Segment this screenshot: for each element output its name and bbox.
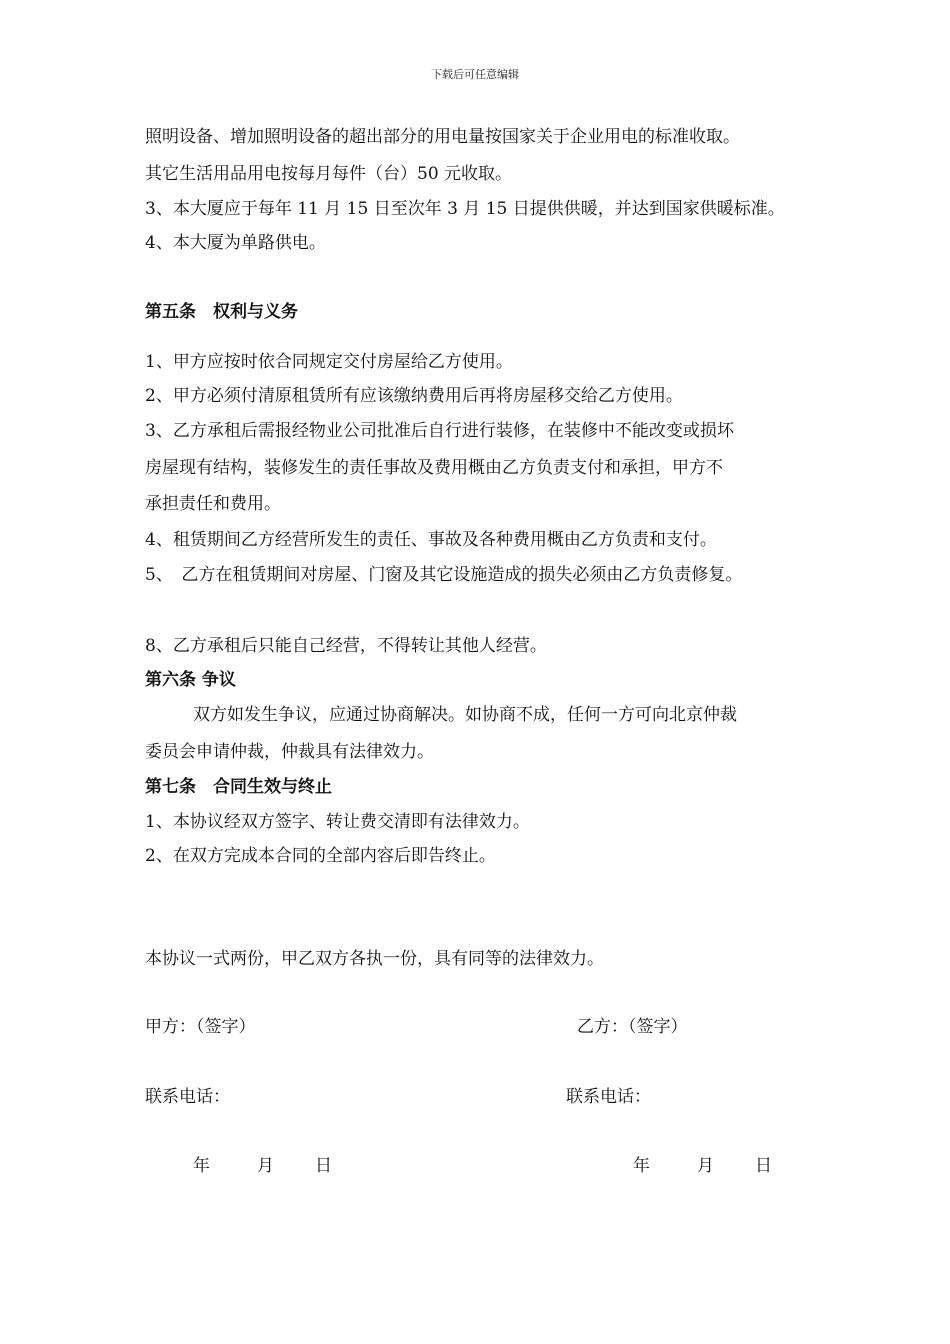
party-a-signature: 甲方：（签字）: [145, 1017, 256, 1037]
closing-statement: 本协议一式两份，甲乙双方各执一份，具有同等的法律效力。: [145, 949, 604, 969]
date-day: 日: [755, 1156, 772, 1176]
party-b-date: [633, 1156, 772, 1176]
section6-line-1: 双方如发生争议，应通过协商解决。如协商不成，任何一方可向北京仲裁: [193, 705, 737, 725]
section4-line-1: 照明设备、增加照明设备的超出部分的用电量按国家关于企业用电的标准收取。: [145, 127, 740, 147]
section5-line-8: 8、乙方承租后只能自己经营，不得转让其他人经营。: [145, 636, 547, 656]
section5-line-6: 4、租赁期间乙方经营所发生的责任、事故及各种费用概由乙方负责和支付。: [145, 530, 717, 550]
party-a-phone: 联系电话：: [145, 1087, 230, 1107]
section6-title: 第六条 争议: [145, 670, 236, 690]
date-year: 年: [193, 1156, 210, 1176]
party-b-phone: 联系电话：: [566, 1087, 651, 1107]
party-a-date: [193, 1156, 332, 1176]
section4-line-2: 其它生活用品用电按每月每件（台）50 元收取。: [145, 164, 513, 184]
party-b-signature: 乙方：（签字）: [577, 1017, 688, 1037]
date-month: 月: [697, 1156, 714, 1176]
section5-line-1: 1、甲方应按时依合同规定交付房屋给乙方使用。: [145, 352, 513, 372]
section5-line-5: 承担责任和费用。: [145, 494, 281, 514]
section5-title: 第五条 权利与义务: [145, 302, 298, 322]
header-note: 下载后可任意编辑: [431, 68, 519, 81]
section4-line-4: 4、本大厦为单路供电。: [145, 233, 326, 253]
section5-line-7: 5、 乙方在租赁期间对房屋、门窗及其它设施造成的损失必须由乙方负责修复。: [145, 565, 743, 585]
section6-line-2: 委员会申请仲裁，仲裁具有法律效力。: [145, 742, 434, 762]
date-month: 月: [257, 1156, 274, 1176]
section7-title: 第七条 合同生效与终止: [145, 777, 332, 797]
date-day: 日: [315, 1156, 332, 1176]
section7-line-1: 1、本协议经双方签字、转让费交清即有法律效力。: [145, 812, 530, 832]
section5-line-4: 房屋现有结构，装修发生的责任事故及费用概由乙方负责支付和承担，甲方不: [145, 458, 723, 478]
section5-line-3: 3、乙方承租后需报经物业公司批准后自行进行装修，在装修中不能改变或损坏: [145, 421, 734, 441]
section4-line-3: 3、本大厦应于每年 11 月 15 日至次年 3 月 15 日提供供暖，并达到国家供暖标准。: [145, 199, 785, 219]
section5-line-2: 2、甲方必须付清原租赁所有应该缴纳费用后再将房屋移交给乙方使用。: [145, 386, 683, 406]
date-year: 年: [633, 1156, 650, 1176]
section7-line-2: 2、在双方完成本合同的全部内容后即告终止。: [145, 846, 496, 866]
